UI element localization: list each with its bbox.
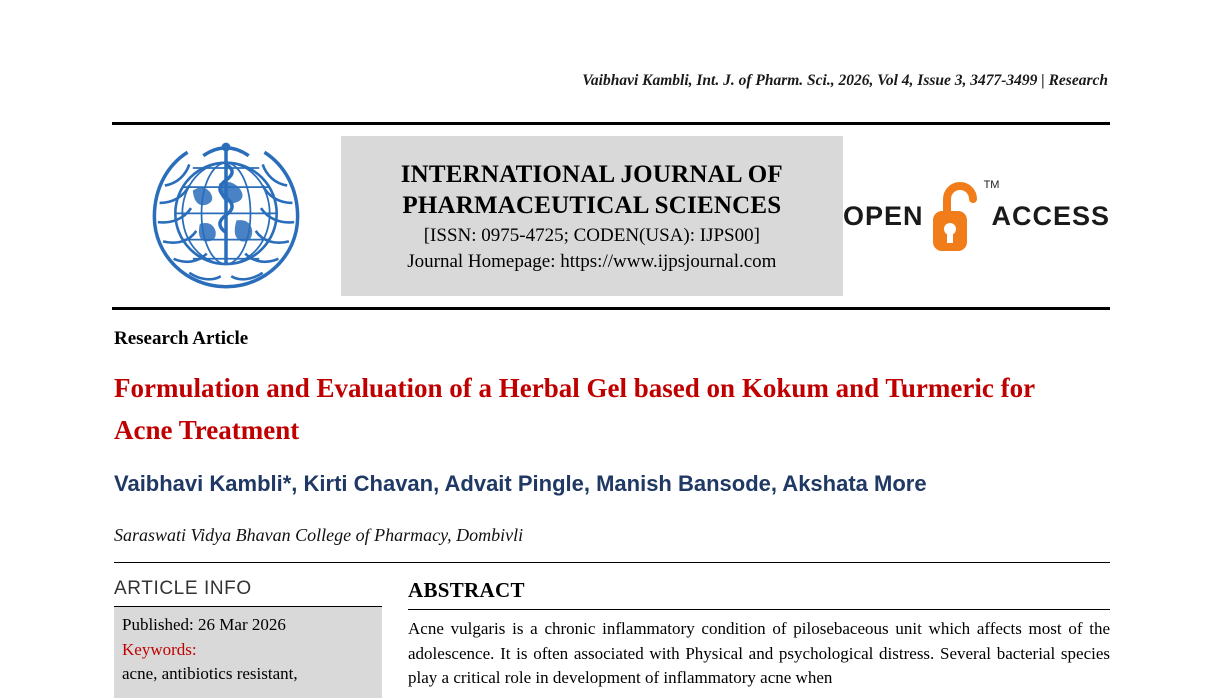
journal-logo-cell <box>112 125 341 307</box>
open-access-right-label: ACCESS <box>991 200 1110 231</box>
abstract-column <box>408 578 1110 691</box>
affiliation: Saraswati Vidya Bhavan College of Pharmacy, Dombivli <box>114 525 524 545</box>
open-access-badge <box>843 125 1110 307</box>
journal-homepage: Journal Homepage: https://www.ijpsjournal.com <box>407 250 777 272</box>
journal-issn: [ISSN: 0975-4725; CODEN(USA): IJPS00] <box>423 225 760 246</box>
running-head: Vaibhavi Kambli, Int. J. of Pharm. Sci., 2026, Vol 4, Issue 3, 3477-3499 | Research <box>582 72 1108 89</box>
trademark-label: TM <box>983 179 1000 191</box>
page-title: Formulation and Evaluation of a Herbal Gel based on Kokum and Turmeric for Acne Treatment <box>114 373 1035 445</box>
keywords-value: acne, antibiotics resistant, <box>122 664 298 684</box>
who-emblem-icon <box>137 133 315 299</box>
article-info-heading: ARTICLE INFO <box>114 578 252 599</box>
journal-masthead <box>112 122 1110 310</box>
journal-title: INTERNATIONAL JOURNAL OF PHARMACEUTICAL SCIENCES <box>400 160 783 219</box>
published-date: Published: 26 Mar 2026 <box>122 615 286 634</box>
journal-title-box <box>341 136 843 296</box>
article-info-column <box>114 578 382 698</box>
divider <box>114 562 1110 563</box>
author-list: Vaibhavi Kambli*, Kirti Chavan, Advait Pingle, Manish Bansode, Akshata More <box>114 471 927 496</box>
open-access-left-label: OPEN <box>842 200 924 231</box>
abstract-text: Acne vulgaris is a chronic inflammatory condition of pilosebaceous unit which affects most of the adolescence. It is often associated with Physical and psychological distress. Several bacterial species play a critical role in development of inflammatory acne when <box>408 609 1110 691</box>
open-lock-icon <box>927 177 1000 255</box>
article-info-box <box>114 606 382 698</box>
keywords-label: Keywords: <box>122 639 197 659</box>
article-type-label: Research Article <box>114 328 249 349</box>
abstract-heading: ABSTRACT <box>408 578 525 602</box>
